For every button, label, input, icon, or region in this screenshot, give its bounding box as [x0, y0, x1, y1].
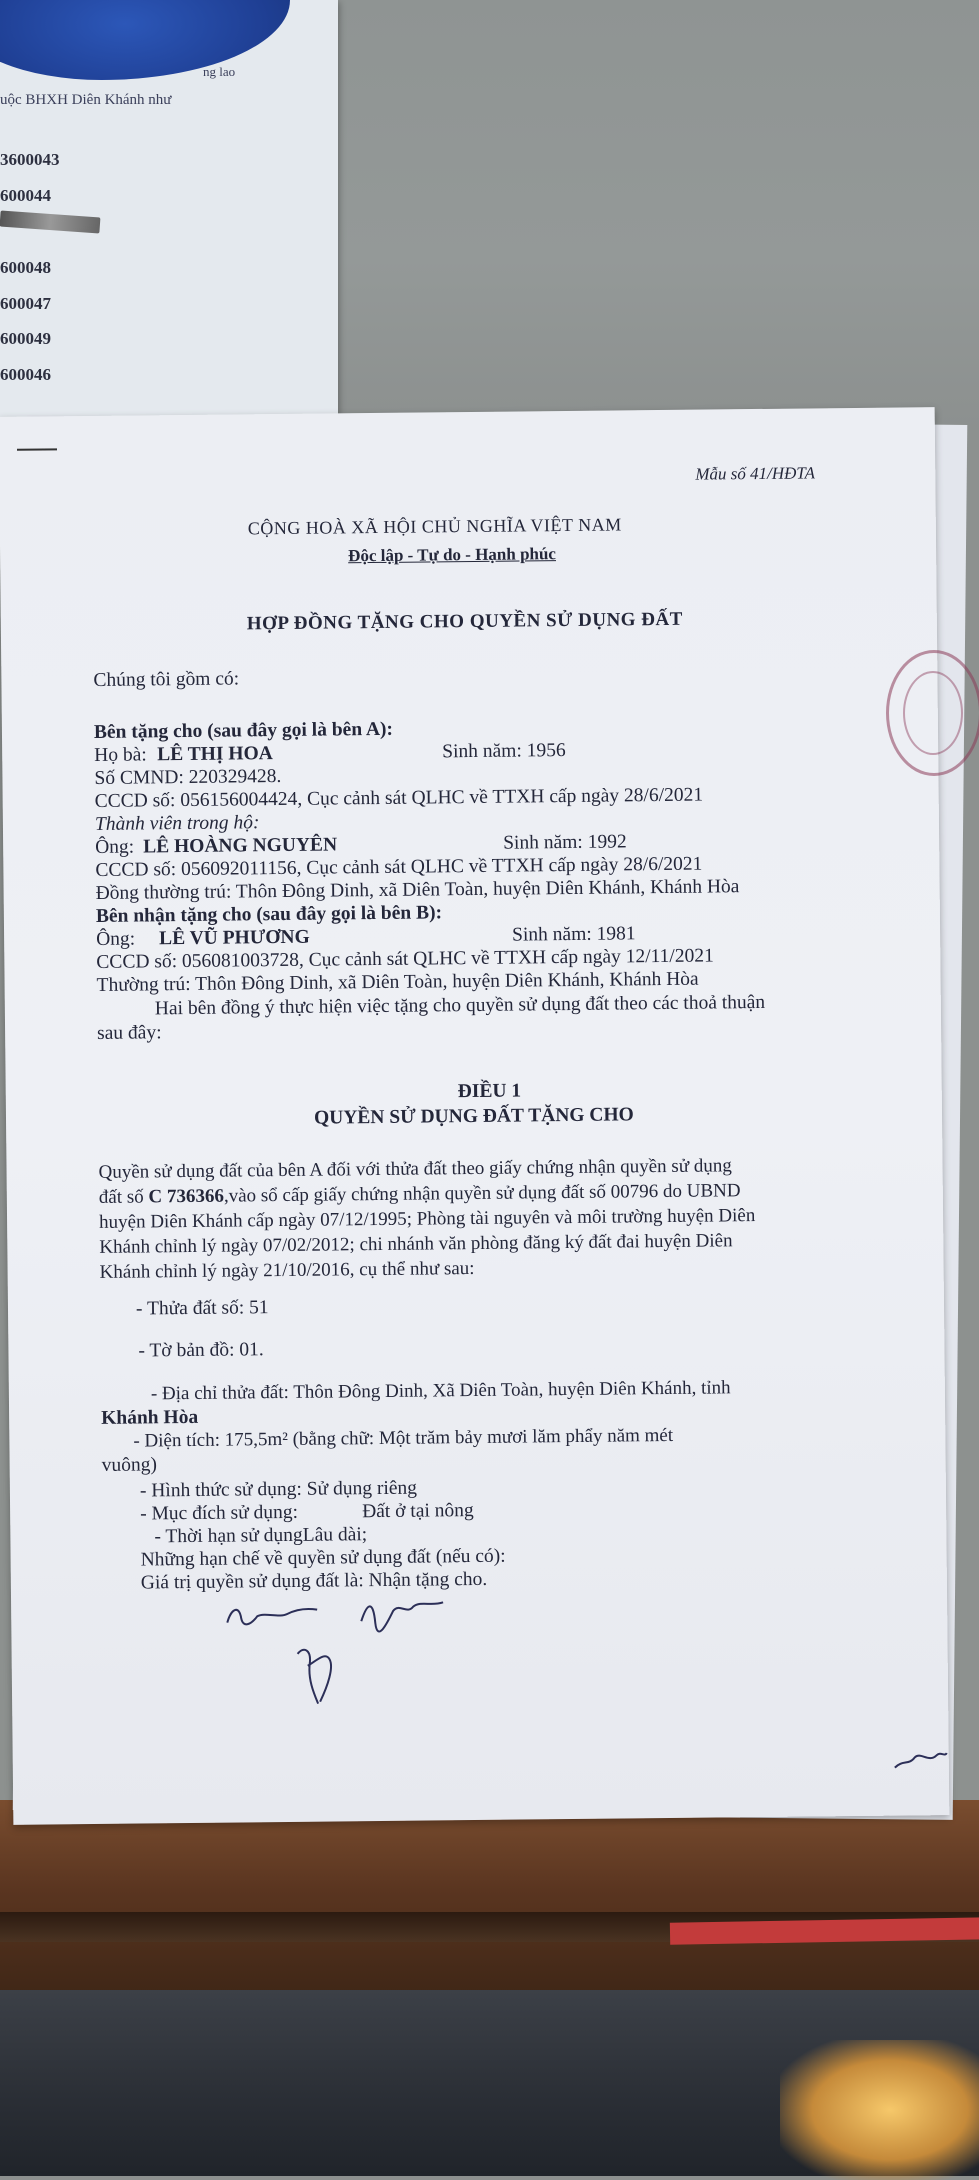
wooden-table [0, 1800, 979, 2000]
contract-document [0, 407, 949, 1825]
corner-mark [17, 448, 57, 450]
party-a-birth: Sinh năm: 1956 [442, 740, 566, 763]
bg-number: 3600043 [0, 150, 60, 169]
bg-number: 600046 [0, 365, 51, 384]
party-a-cmnd: Số CMND: 220329428. [94, 765, 282, 789]
seal-inner-ring [903, 671, 963, 755]
floor-light [780, 2040, 979, 2180]
article-label: ĐIỀU 1 [457, 1080, 522, 1103]
member-birth: Sinh năm: 1992 [503, 831, 627, 854]
party-b-birth: Sinh năm: 1981 [511, 923, 636, 946]
map-sheet: - Tờ bản đồ: 01. [138, 1339, 264, 1362]
binder-clip [0, 211, 100, 234]
country-header: CỘNG HOÀ XÃ HỘI CHỦ NGHĨA VIỆT NAM [247, 514, 622, 539]
party-b-name: LÊ VŨ PHƯƠNG [159, 926, 310, 950]
party-a-residence: Đồng thường trú: Thôn Đông Dinh, xã Diên Toàn, huyện Diên Khánh, Khánh Hòa [95, 876, 740, 904]
margin-signature [893, 1747, 949, 1778]
cert-suffix: ,vào sổ cấp giấy chứng nhận quyền sử dụng đất số 00796 do UBND [223, 1180, 741, 1207]
signature-stroke [298, 1649, 332, 1703]
plot-number: - Thửa đất số: 51 [135, 1297, 269, 1320]
bg-number: 600048 [0, 258, 51, 277]
contract-page [0, 407, 949, 1825]
usage-duration: - Thời hạn sử dụngLâu dài; [154, 1524, 368, 1548]
agreement-text-cont: sau đây: [97, 1022, 162, 1044]
plot-address: - Địa chỉ thửa đất: Thôn Đông Dinh, Xã Diên Toàn, huyện Diên Khánh, tỉnh [150, 1377, 731, 1405]
usage-restrictions: Những hạn chế về quyền sử dụng đất (nếu có): [140, 1545, 506, 1571]
signature-stroke [227, 1609, 317, 1625]
bg-text-line: uộc BHXH Diên Khánh như [0, 92, 172, 108]
form-code: Mẫu số 41/HĐTA [695, 463, 816, 484]
article-title: QUYỀN SỬ DỤNG ĐẤT TẶNG CHO [313, 1104, 634, 1129]
article-paragraph-line: Quyền sử dụng đất của bên A đối với thửa đất theo giấy chứng nhận quyền sử dụng [98, 1155, 732, 1183]
plot-address-cont: Khánh Hòa [101, 1406, 199, 1429]
usage-purpose-value: Đất ở tại nông [362, 1500, 474, 1523]
party-a-heading: Bên tặng cho (sau đây gọi là bên A): [93, 718, 394, 743]
signature-stroke [361, 1602, 443, 1631]
contract-title: HỢP ĐỒNG TẶNG CHO QUYỀN SỬ DỤNG ĐẤT [246, 608, 683, 635]
member-prefix: Ông: [95, 836, 135, 858]
article-paragraph-line [99, 1181, 741, 1207]
party-b-name-prefix: Ông: [96, 928, 136, 950]
party-b-cccd: CCCD số: 056081003728, Cục cảnh sát QLHC về TTXH cấp ngày 12/11/2021 [96, 945, 714, 973]
household-members-heading: Thành viên trong hộ: [94, 812, 260, 835]
article-paragraph-line: huyện Diên Khánh cấp ngày 07/12/1995; Phòng tài nguyên và môi trường huyện Diên [98, 1205, 756, 1233]
bg-number: 600049 [0, 329, 51, 348]
official-seal [886, 650, 979, 776]
member-cccd: CCCD số: 056092011156, Cục cảnh sát QLHC về TTXH cấp ngày 28/6/2021 [95, 853, 703, 881]
blue-cloth [0, 0, 290, 80]
motto: Độc lập - Tự do - Hạnh phúc [348, 544, 557, 566]
party-b-heading: Bên nhận tặng cho (sau đây gọi là bên B): [95, 902, 443, 927]
article-paragraph-line: Khánh chỉnh lý ngày 07/02/2012; chi nhánh văn phòng đăng ký đất đai huyện Diên [99, 1230, 733, 1258]
member-name: LÊ HOÀNG NGUYÊN [143, 834, 338, 858]
intro-text: Chúng tôi gồm có: [93, 668, 240, 691]
party-a-name: LÊ THỊ HOA [157, 743, 273, 766]
cert-prefix: đất số [98, 1186, 149, 1208]
signature-stroke [895, 1753, 947, 1768]
party-b-residence: Thường trú: Thôn Đông Dinh, xã Diên Toàn, huyện Diên Khánh, Khánh Hòa [96, 968, 699, 996]
article-paragraph-line: Khánh chỉnh lý ngày 21/10/2016, cụ thể như sau: [99, 1258, 475, 1283]
usage-form: - Hình thức sử dụng: Sử dụng riêng [139, 1477, 418, 1502]
bg-number: 600047 [0, 294, 51, 313]
background-document [0, 0, 338, 420]
signatures [221, 1592, 502, 1735]
plot-area-cont: vuông) [101, 1454, 157, 1476]
bg-number: 600044 [0, 186, 51, 205]
agreement-text: Hai bên đồng ý thực hiện việc tặng cho quyền sử dụng đất theo các thoả thuận [154, 991, 766, 1020]
plot-area: - Diện tích: 175,5m² (bằng chữ: Một trăm bảy mươi lăm phẩy năm mét [133, 1424, 674, 1452]
party-a-name-prefix: Họ bà: [94, 744, 147, 766]
usage-purpose-label: - Mục đích sử dụng: [140, 1501, 299, 1525]
land-value: Giá trị quyền sử dụng đất là: Nhận tặng cho. [140, 1568, 488, 1594]
party-a-cccd: CCCD số: 056156004424, Cục cảnh sát QLHC về TTXH cấp ngày 28/6/2021 [94, 784, 704, 812]
certificate-number: C 736366 [148, 1185, 225, 1208]
bg-text-line: ng lao [203, 64, 236, 79]
